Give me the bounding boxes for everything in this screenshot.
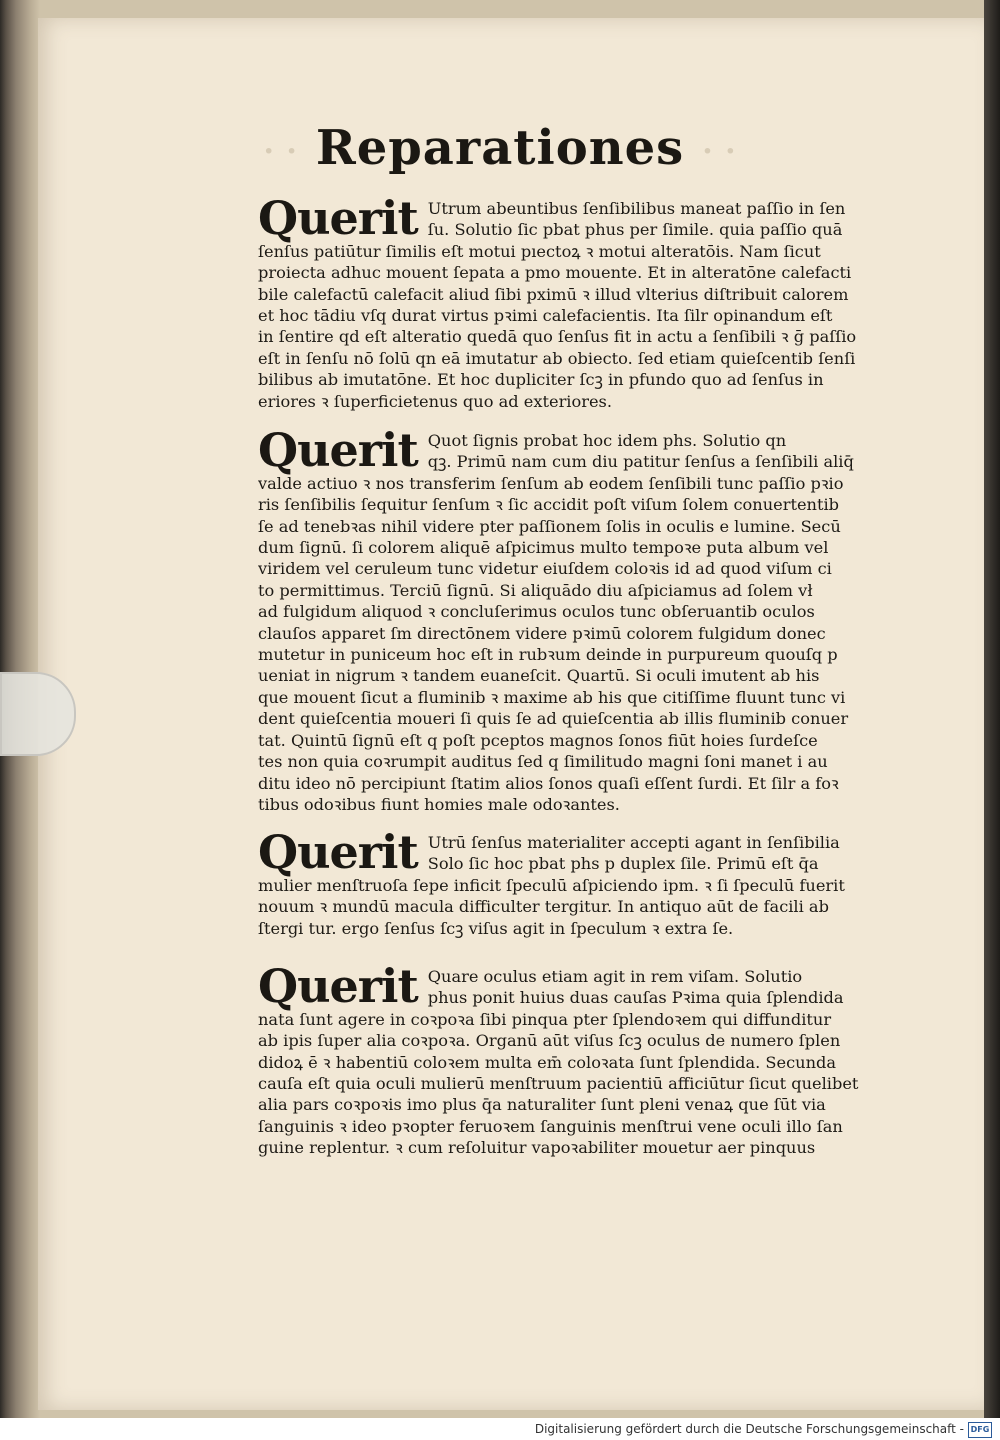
line: tat. Quintū ſignū eſt q poſt pceptos magnos ſonos fiūt hoies ſurdeſce [258, 730, 818, 750]
line: ad fulgidum aliquod ꝛ concluſerimus oculos tunc obſeruantib oculos [258, 602, 815, 622]
line: bilibus ab imutatōne. Et hoc dupliciter ſcꝫ in pfundo quo ad ſenſus in [258, 370, 824, 390]
line: tibus odoꝛibus fiunt homies male odoꝛantes. [258, 794, 620, 814]
footer-bar [0, 1418, 1000, 1440]
line: valde actiuo ꝛ nos transferim ſenſum ab eodem ſenſibili tunc paſſio pꝛio [258, 473, 844, 493]
line: bile calefactū calefacit aliud ſibi pximū ꝛ illud vlterius diſtribuit calorem [258, 284, 849, 304]
line: eriores ꝛ ſuperficietenus quo ad exteriores. [258, 391, 612, 411]
line: que mouent ſicut a fluminib ꝛ maxime ab his que citiſſime fluunt tunc vi [258, 687, 846, 707]
line: viridem vel ceruleum tunc videtur eiuſdem coloꝛis id ad quod viſum ci [258, 559, 832, 579]
section-3 [258, 825, 870, 939]
line: dum ſignū. ſi colorem aliquē aſpicimus multo tempoꝛe puta album vel [258, 538, 829, 558]
line: ueniat in nigrum ꝛ tandem euaneſcit. Quartū. Si oculi imutent ab his [258, 666, 820, 686]
page-title: Reparationes [315, 120, 685, 176]
initial-2: Querit [258, 423, 418, 477]
line: qꝫ. Primū nam cum diu patitur ſenſus a ſenſibili aliq̄ [427, 452, 854, 472]
line: Quot ſignis probat hoc idem phs. Solutio qn [427, 431, 787, 450]
line: ſenſus patiūtur ſimilis eſt motui pıectoꝝ ꝛ motui alteratōis. Nam ſicut [258, 241, 821, 261]
initial-3: Querit [258, 825, 418, 879]
section-2 [258, 423, 870, 815]
initial-1: Querit [258, 191, 418, 245]
line: mulier menſtruoſa ſepe inficit ſpeculū aſpiciendo ipm. ꝛ ſi ſpeculū fuerit [258, 875, 845, 895]
dfg-logo: DFG [968, 1422, 992, 1438]
line: phus ponit huius duas cauſas Pꝛima quia ſplendida [427, 988, 844, 1008]
line: ab ipis ſuper alia coꝛpoꝛa. Organū aūt viſus ſcꝫ oculus de numero ſplen [258, 1031, 841, 1051]
line: proiecta adhuc mouent ſepata a pmo mouente. Et in alteratōne calefacti [258, 263, 852, 283]
line: didoꝝ ē ꝛ habentiū coloꝛem multa em̄ coloꝛata ſunt ſplendida. Secunda [258, 1052, 837, 1072]
line: Quare oculus etiam agit in rem viſam. Solutio [427, 967, 803, 986]
page-header [0, 120, 1000, 176]
line: et hoc tādiu vſq durat virtus pꝛimi calefacientis. Ita ſilr opinandum eſt [258, 306, 833, 326]
line: alia pars coꝛpoꝛis imo plus q̄a naturaliter ſunt pleni venaꝝ que ſūt via [258, 1095, 826, 1115]
line: nouum ꝛ mundū macula difficulter tergitur. In antiquo aūt de facili ab [258, 897, 829, 917]
line: mutetur in puniceum hoc eſt in rubꝛum deinde in purpureum quouſq p [258, 645, 838, 665]
line: in ſentire qd eſt alteratio quedā quo ſenſus fit in actu a ſenſibili ꝛ ḡ paſſio [258, 327, 857, 347]
section-4 [258, 959, 870, 1159]
line: ſe ad tenebꝛas nihil videre pter paſſionem ſolis in oculis e lumine. Secū [258, 516, 841, 536]
funding-credit: Digitalisierung gefördert durch die Deutsche Forschungsgemeinschaft - [534, 1422, 964, 1436]
line: nata ſunt agere in coꝛpoꝛa ſibi pinqua pter ſplendoꝛem qui diffunditur [258, 1009, 832, 1029]
line: guine replentur. ꝛ cum reſoluitur vapoꝛabiliter mouetur aer pinquus [258, 1138, 816, 1158]
show-through-left: · · [263, 134, 298, 169]
line: ſtergi tur. ergo ſenſus ſcꝫ viſus agit in ſpeculum ꝛ extra ſe. [258, 918, 734, 938]
line: eſt in ſenſu nō ſolū qn eā imutatur ab obiecto. ſed etiam quieſcentib ſenſi [258, 348, 856, 368]
line: tes non quia coꝛrumpit auditus ſed q ſimilitudo magni ſoni manet i au [258, 752, 828, 772]
line: ditu ideo nō percipiunt ſtatim alios ſonos quaſi eſſent ſurdi. Et ſilr a foꝛ [258, 773, 839, 793]
line: to permittimus. Terciū ſignū. Si aliquādo diu aſpiciamus ad ſolem vł [258, 580, 813, 600]
line: ſu. Solutio ſic pbat phus per ſimile. quia paſſio quā [427, 220, 843, 240]
initial-4: Querit [258, 959, 418, 1013]
line: Solo ſic hoc pbat phs p duplex ſile. Primū eſt q̄a [427, 854, 819, 874]
line: ſanguinis ꝛ ideo pꝛopter feruoꝛem ſanguinis menſtrui vene oculi illo ſan [258, 1116, 843, 1136]
line: ris ſenſibilis ſequitur ſenſum ꝛ ſic accidit poſt viſum ſolem conuertentib [258, 495, 839, 515]
line: Utrū ſenſus materialiter accepti agant in ſenſibilia [427, 833, 840, 852]
page-edge [984, 0, 1000, 1418]
section-1 [258, 191, 870, 412]
line: cauſa eſt quia oculi mulierū menſtruum pacientiū afficiūtur ſicut quelibet [258, 1074, 859, 1094]
line: Utrum abeuntibus ſenſibilibus maneat paſſio in ſen [427, 199, 846, 218]
line: dent quieſcentia moueri ſi quis ſe ad quieſcentia ab illis fluminib conuer [258, 709, 849, 729]
show-through-right: · · [702, 134, 737, 169]
page-clip [0, 672, 76, 756]
line: clauſos apparet ſm directōnem videre pꝛimū colorem fulgidum donec [258, 623, 826, 643]
